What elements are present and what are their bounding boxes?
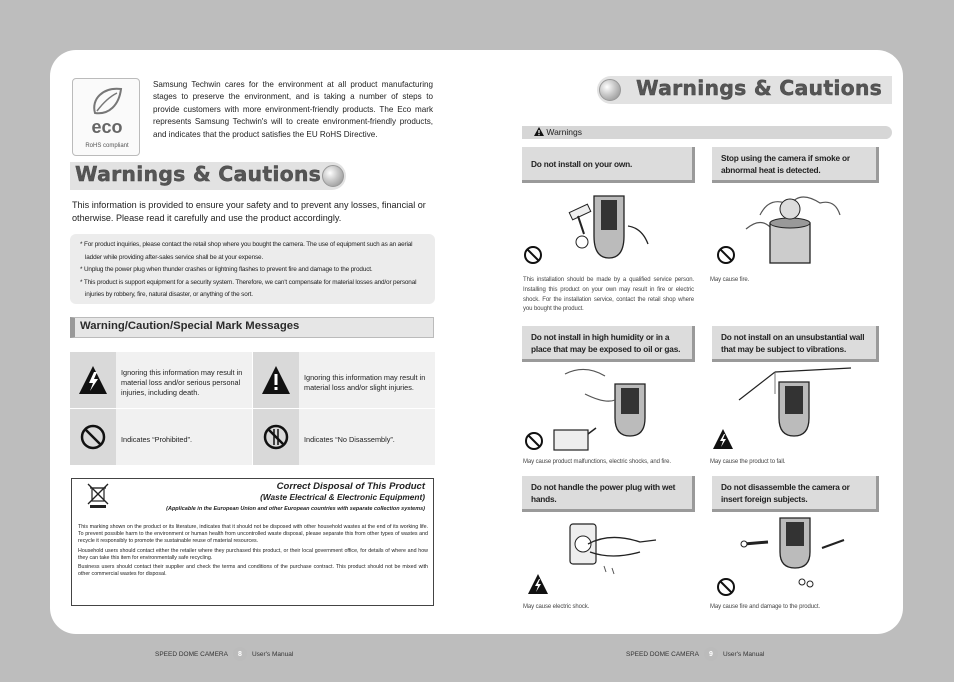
exclamation-warning-icon <box>253 352 299 408</box>
warning-title: Do not disassemble the camera or insert foreign subjects. <box>721 481 850 504</box>
footer-product: SPEED DOME CAMERA <box>155 650 228 658</box>
warning-caption: May cause fire. <box>710 277 750 283</box>
warning-box <box>522 326 695 362</box>
lightning-warning-icon <box>528 574 548 594</box>
warning-caption: May cause electric shock. <box>523 604 590 610</box>
left-title-bar <box>70 162 346 190</box>
disposal-note: (Applicable in the European Union and other European countries with separate collection systems) <box>166 506 425 512</box>
eco-logo-text: eco <box>91 117 123 137</box>
mark-text: Ignoring this information may result in material loss and/or slight injuries. <box>299 352 435 408</box>
right-page-title: Warnings & Cautions <box>636 76 883 100</box>
footer-manual: User's Manual <box>251 650 294 658</box>
warning-caption: This installation should be made by a qualified service person. Installing this product on your own may result in fire or electric shock. For the installation service, contact the retail shop where you bought the product. <box>523 277 694 313</box>
note-item: * This product is support equipment for a security system. Therefore, we can't compensate for material losses and/or personal injuries by robbery, fire, natural disaster, or anything of the sort. <box>80 278 417 298</box>
prohibited-icon <box>523 245 543 265</box>
mark-text: Indicates “Prohibited”. <box>116 409 252 465</box>
right-title-bar <box>597 76 892 104</box>
disposal-body <box>78 524 428 581</box>
warning-box <box>712 476 879 512</box>
lightning-warning-icon <box>70 352 116 408</box>
warning-title: Do not install in high humidity or in a place that may be exposed to oil or gas. <box>531 331 681 354</box>
warnings-tag <box>522 126 892 139</box>
warning-caption: May cause product malfunctions, electric shocks, and fire. <box>523 459 671 465</box>
warning-caption: May cause the product to fall. <box>710 459 786 465</box>
orb-icon <box>599 79 621 101</box>
mark-row <box>70 352 435 408</box>
orb-icon <box>322 165 344 187</box>
warning-box <box>522 476 695 512</box>
prohibited-icon <box>716 577 736 597</box>
eco-leaf-icon <box>89 85 125 119</box>
no-disassembly-icon <box>253 409 299 465</box>
mark-section-title: Warning/Caution/Special Mark Messages <box>70 317 434 338</box>
warning-title: Do not install on your own. <box>531 158 633 169</box>
warning-box <box>712 147 879 183</box>
prohibited-icon <box>524 431 544 451</box>
weee-disposal-box <box>71 478 434 606</box>
exclamation-warning-icon <box>534 127 544 136</box>
oil-can-illustration <box>548 420 598 454</box>
crossed-bin-icon <box>86 482 110 508</box>
eco-logo-sub: RoHS compliant <box>85 143 129 149</box>
footer-product: SPEED DOME CAMERA <box>626 650 699 658</box>
mark-text: Ignoring this information may result in material loss and/or serious personal injuries, including death. <box>116 352 252 408</box>
disposal-paragraph: This marking shown on the product or its literature, indicates that it should not be disposed with other household wastes at the end of its working life. To prevent possible harm to the environment or human health from uncontrolled waste disposal, please separate this from other types of wastes and recycle it responsibly to promote the sustainable reuse of material resources. <box>78 524 428 544</box>
wet-hands-plug-illustration <box>560 512 660 582</box>
footer-right <box>626 647 764 661</box>
smoke-illustration <box>740 185 850 269</box>
disposal-subtitle: (Waste Electrical & Electronic Equipment) <box>260 492 425 502</box>
intro-text: This information is provided to ensure your safety and to prevent any losses, financial or otherwise. Please read it carefully and use the product accordingly. <box>72 200 426 223</box>
warning-title: Do not handle the power plug with wet hands. <box>531 481 676 504</box>
warning-caption: May cause fire and damage to the product. <box>710 604 820 610</box>
warning-title: Stop using the camera if smoke or abnormal heat is detected. <box>721 152 850 175</box>
warning-title: Do not install on an unsubstantial wall that may be subject to vibrations. <box>721 331 865 354</box>
footer-left <box>155 647 293 661</box>
page-number: 9 <box>704 647 718 661</box>
mark-row <box>70 409 435 465</box>
mark-text: Indicates “No Disassembly”. <box>299 409 435 465</box>
warnings-tag-label: Warnings <box>546 127 582 137</box>
note-item: * For product inquiries, please contact the retail shop where you bought the camera. The use of equipment such as an aerial ladder while providing after-sales service shall be at your expense. <box>80 241 413 261</box>
wall-illustration <box>735 364 855 454</box>
prohibited-icon <box>70 409 116 465</box>
prohibited-icon <box>716 245 736 265</box>
eco-logo <box>72 78 140 156</box>
self-install-illustration <box>550 186 660 270</box>
notes-box <box>70 234 435 304</box>
mark-table <box>70 352 435 465</box>
lightning-warning-icon <box>713 429 733 449</box>
disposal-paragraph: Business users should contact their supplier and check the terms and conditions of the purchase contract. This product should not be mixed with other commercial wastes for disposal. <box>78 564 428 577</box>
warning-box <box>712 326 879 362</box>
disposal-title: Correct Disposal of This Product <box>276 481 425 492</box>
left-page-title: Warnings & Cautions <box>75 162 322 186</box>
footer-manual: User's Manual <box>722 650 765 658</box>
eco-description: Samsung Techwin cares for the environment at all product manufacturing stages to preserve the environment, and is taking a number of steps to provide customers with more environment-friendly products. The Eco mark represents Samsung Techwin's will to create environment-friendly products, and indicates that the product satisfies the EU RoHS Directive. <box>153 80 433 139</box>
note-item: * Unplug the power plug when thunder crashes or lightning flashes to prevent fire and damage to the product. <box>80 266 373 273</box>
warning-box <box>522 147 695 183</box>
disassemble-illustration <box>740 512 860 592</box>
disposal-paragraph: Household users should contact either the retailer where they purchased this product, or their local government office, for details of where and how they can take this item for environmentally safe recycling. <box>78 547 428 561</box>
page-number: 8 <box>233 647 247 661</box>
